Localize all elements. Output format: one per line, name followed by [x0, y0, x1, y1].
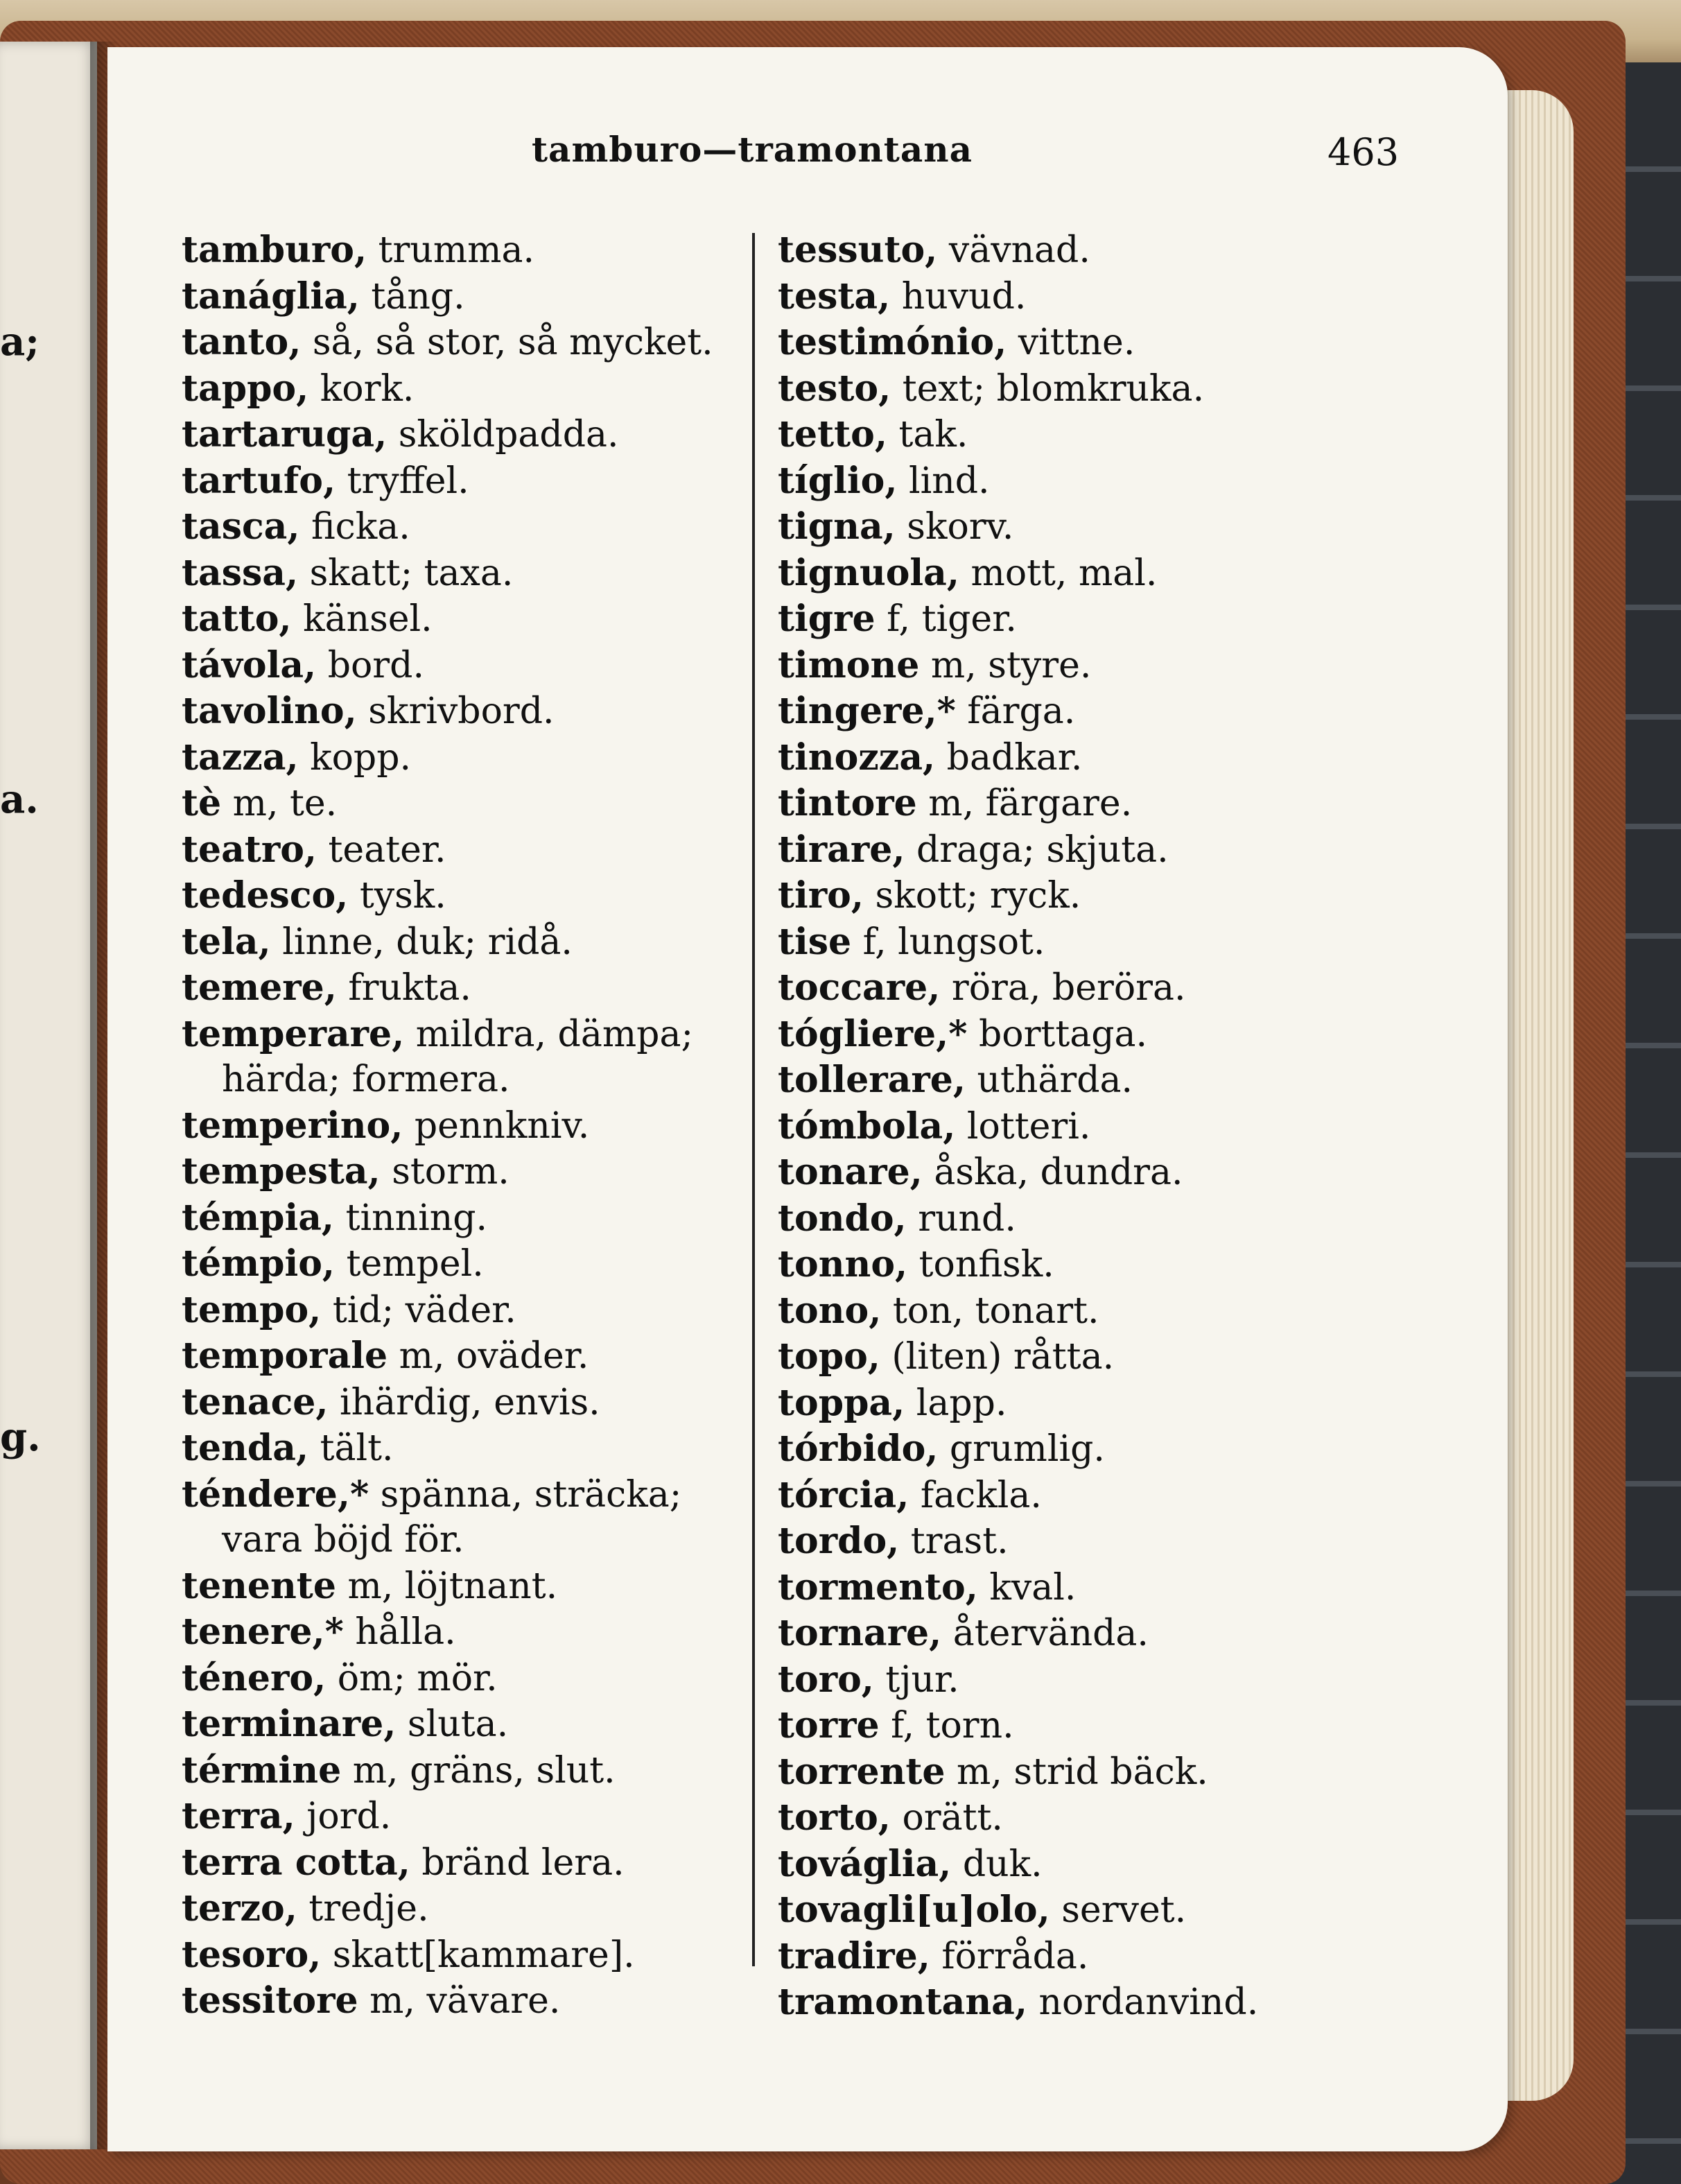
headword: ténero,	[182, 1656, 326, 1699]
dictionary-entry	[182, 1288, 757, 1334]
headword: tempo,	[182, 1288, 322, 1331]
headword: tartufo,	[182, 459, 336, 502]
definition: rund.	[918, 1197, 1016, 1240]
headword: tatto,	[182, 598, 292, 640]
definition: sköldpadda.	[398, 414, 619, 456]
definition: nordanvind.	[1038, 1982, 1259, 2023]
definition: bord.	[327, 644, 424, 686]
headword: tazza,	[182, 736, 299, 779]
headword: tassa,	[182, 551, 299, 594]
definition: ficka.	[311, 506, 410, 548]
definition: duk.	[962, 1843, 1043, 1885]
headword: tesoro,	[182, 1933, 322, 1976]
headword: tollerare,	[778, 1059, 966, 1101]
headword: toccare,	[778, 967, 941, 1009]
definition: m, styre.	[930, 644, 1092, 686]
dictionary-entry	[182, 827, 757, 874]
headword: téndere,*	[182, 1473, 369, 1516]
definition: kval.	[989, 1566, 1077, 1609]
headword: tógliere,*	[778, 1012, 968, 1055]
headword: tenda,	[182, 1427, 309, 1469]
headword: tiro,	[778, 874, 864, 917]
dictionary-entry	[778, 1150, 1353, 1196]
definition: skrivbord.	[368, 691, 555, 732]
dictionary-entry	[778, 1749, 1353, 1796]
definition: m, gräns, slut.	[352, 1749, 616, 1792]
headword: tenere,*	[182, 1611, 344, 1653]
headword: témpia,	[182, 1196, 335, 1239]
dictionary-entry	[182, 1932, 757, 1979]
definition: kopp.	[310, 736, 412, 779]
dictionary-entry	[778, 1473, 1353, 1519]
definition: uthärda.	[977, 1059, 1133, 1101]
headword: tíglio,	[778, 459, 898, 502]
dictionary-entry	[182, 873, 757, 919]
dictionary-entry	[778, 1518, 1353, 1565]
dictionary-entry	[778, 919, 1353, 966]
dictionary-entry	[778, 1887, 1353, 1934]
headword: tramontana,	[778, 1981, 1027, 2023]
dictionary-entry	[778, 551, 1353, 597]
dictionary-entry	[182, 458, 757, 505]
dictionary-entry	[778, 1242, 1353, 1288]
dictionary-entry	[182, 735, 757, 781]
dictionary-entry	[778, 1057, 1353, 1104]
headword: tavolino,	[182, 690, 357, 732]
dictionary-entry	[182, 274, 757, 320]
headword: tingere,*	[778, 690, 956, 732]
headword: tanto,	[182, 321, 302, 363]
headword: tórbido,	[778, 1428, 939, 1470]
dictionary-entry	[182, 1609, 757, 1656]
headword: tormento,	[778, 1566, 978, 1609]
definition: badkar.	[946, 736, 1083, 779]
dictionary-entry	[778, 827, 1353, 874]
definition-continuation: vara böjd för.	[222, 1519, 464, 1561]
facing-page-fragment: g.	[0, 1414, 41, 1460]
definition: f, lungsot.	[862, 921, 1045, 963]
definition: förråda.	[941, 1935, 1089, 1977]
headword: torre	[778, 1704, 880, 1747]
dictionary-entry	[778, 458, 1353, 505]
definition: skorv.	[907, 506, 1014, 548]
headword: tenace,	[182, 1380, 329, 1423]
definition: vävnad.	[948, 229, 1090, 271]
dictionary-entry	[778, 227, 1353, 274]
dictionary-entry	[778, 965, 1353, 1012]
headword: testo,	[778, 367, 891, 410]
dictionary-entry	[778, 1196, 1353, 1242]
definition: m, löjtnant.	[347, 1565, 558, 1607]
dictionary-entry	[778, 1380, 1353, 1427]
dictionary-entry	[182, 643, 757, 689]
dictionary-entry	[182, 1380, 757, 1426]
definition: (liten) råtta.	[891, 1336, 1115, 1378]
dictionary-entry	[778, 643, 1353, 689]
dictionary-entry	[182, 1012, 757, 1103]
dictionary-entry	[182, 504, 757, 551]
definition: tempel.	[346, 1243, 484, 1285]
headword: topo,	[778, 1335, 880, 1378]
definition: vittne.	[1018, 322, 1135, 363]
definition: öm; mör.	[337, 1657, 498, 1699]
dictionary-entry	[182, 1195, 757, 1242]
dictionary-entry	[182, 965, 757, 1012]
definition: grumlig.	[949, 1428, 1105, 1470]
facing-page-fragment: a.	[0, 777, 39, 822]
dictionary-entry	[778, 320, 1353, 366]
headword: témpio,	[182, 1242, 336, 1285]
running-header: tamburo—tramontana	[531, 129, 973, 170]
headword: tasca,	[182, 505, 300, 548]
dictionary-entry	[778, 1657, 1353, 1704]
definition: m, oväder.	[399, 1335, 589, 1377]
dictionary-entry	[182, 1103, 757, 1150]
headword: tonare,	[778, 1151, 923, 1193]
left-column	[182, 227, 757, 2025]
definition: f, torn.	[891, 1705, 1014, 1747]
headword: tornare,	[778, 1612, 942, 1654]
definition: skatt; taxa.	[309, 552, 514, 594]
dictionary-entry	[182, 1656, 757, 1702]
headword: tedesco,	[182, 874, 349, 917]
definition: m, te.	[232, 783, 338, 824]
dictionary-entry	[778, 1426, 1353, 1473]
definition: spänna, sträcka;	[380, 1473, 682, 1516]
definition: linne, duk; ridå.	[282, 921, 573, 963]
definition: återvända.	[952, 1613, 1149, 1654]
definition: mott, mal.	[970, 552, 1158, 594]
headword: toppa,	[778, 1381, 905, 1424]
dictionary-entry	[778, 1979, 1353, 2026]
headword: tappo,	[182, 367, 309, 410]
dictionary-entry	[778, 596, 1353, 643]
dictionary-page	[107, 47, 1508, 2151]
headword: toro,	[778, 1658, 874, 1701]
dictionary-entry	[182, 227, 757, 274]
headword: tondo,	[778, 1197, 907, 1240]
headword: terra,	[182, 1795, 295, 1837]
headword: tigna,	[778, 505, 896, 548]
headword: terra cotta,	[182, 1841, 410, 1884]
definition: färga.	[967, 691, 1076, 732]
page-number: 463	[1327, 130, 1400, 174]
headword: temporale	[182, 1335, 388, 1377]
definition: trumma.	[378, 229, 535, 271]
dictionary-entry	[182, 320, 757, 366]
definition: m, färgare.	[928, 783, 1133, 824]
definition: tysk.	[359, 875, 446, 917]
dictionary-entry	[182, 1701, 757, 1748]
definition: trast.	[910, 1520, 1009, 1562]
headword: términe	[182, 1749, 342, 1792]
headword: terzo,	[182, 1887, 297, 1930]
headword: torrente	[778, 1750, 946, 1793]
definition: m, vävare.	[369, 1980, 561, 2022]
definition: tid; väder.	[332, 1289, 516, 1331]
headword: tordo,	[778, 1520, 900, 1562]
dictionary-entry	[778, 412, 1353, 458]
headword: terminare,	[182, 1703, 397, 1745]
dictionary-entry	[182, 1149, 757, 1195]
headword: tenente	[182, 1564, 336, 1607]
definition: ihärdig, envis.	[339, 1381, 600, 1423]
headword: tela,	[182, 920, 271, 963]
definition: åska, dundra.	[934, 1152, 1183, 1193]
definition: röra, beröra.	[951, 967, 1186, 1009]
dictionary-entry	[778, 781, 1353, 827]
dictionary-entry	[778, 688, 1353, 735]
dictionary-entry	[778, 504, 1353, 551]
definition: tonfisk.	[918, 1244, 1054, 1285]
dictionary-entry	[778, 1611, 1353, 1657]
headword: testimónio,	[778, 321, 1007, 363]
dictionary-entry	[182, 1794, 757, 1840]
dictionary-entry	[778, 873, 1353, 919]
headword: tono,	[778, 1289, 882, 1332]
dictionary-entry	[182, 412, 757, 458]
headword: tè	[182, 782, 222, 824]
dictionary-entry	[778, 1565, 1353, 1611]
dictionary-entry	[778, 1288, 1353, 1335]
headword: tamburo,	[182, 229, 367, 271]
headword: teatro,	[182, 828, 317, 871]
definition: tält.	[320, 1428, 394, 1469]
dictionary-entry	[182, 1978, 757, 2025]
headword: tetto,	[778, 413, 887, 456]
definition: tinning.	[345, 1197, 488, 1239]
dictionary-entry	[778, 735, 1353, 781]
headword: tigre	[778, 598, 876, 640]
facing-page	[0, 42, 97, 2149]
definition: ton, tonart.	[892, 1290, 1099, 1332]
headword: tignuola,	[778, 551, 959, 594]
definition: jord.	[306, 1796, 392, 1837]
dictionary-entry	[778, 1012, 1353, 1058]
headword: tise	[778, 920, 852, 963]
dictionary-entry	[182, 781, 757, 827]
dictionary-entry	[778, 366, 1353, 413]
dictionary-entry	[182, 551, 757, 597]
headword: továglia,	[778, 1842, 952, 1885]
dictionary-entry	[182, 1840, 757, 1887]
definition: text; blomkruka.	[902, 367, 1205, 410]
headword: tanáglia,	[182, 275, 360, 318]
definition: kork.	[320, 367, 415, 410]
dictionary-entry	[778, 1334, 1353, 1380]
headword: tempesta,	[182, 1150, 381, 1193]
headword: temere,	[182, 967, 337, 1009]
dictionary-entry	[182, 1241, 757, 1288]
headword: tinozza,	[778, 736, 936, 779]
definition: tryffel.	[347, 460, 469, 502]
headword: temperino,	[182, 1104, 403, 1147]
headword: távola,	[182, 643, 317, 686]
headword: tonno,	[778, 1243, 908, 1285]
definition: borttaga.	[978, 1013, 1148, 1055]
dictionary-entry	[778, 274, 1353, 320]
headword: torto,	[778, 1796, 891, 1839]
dictionary-entry	[182, 1886, 757, 1932]
dictionary-entry	[778, 1841, 1353, 1888]
facing-page-fragment: a;	[0, 319, 40, 365]
dictionary-entry	[182, 688, 757, 735]
headword: tórcia,	[778, 1473, 909, 1516]
headword: timone	[778, 643, 920, 686]
definition: tång.	[371, 275, 465, 318]
dictionary-entry	[182, 1333, 757, 1380]
definition: huvud.	[901, 275, 1027, 318]
dictionary-entry	[182, 1472, 757, 1563]
dictionary-entry	[182, 366, 757, 413]
definition: f, tiger.	[887, 598, 1017, 640]
headword: tessuto,	[778, 229, 938, 271]
definition: lind.	[908, 460, 990, 502]
definition: teater.	[328, 829, 446, 871]
definition: fackla.	[920, 1474, 1042, 1516]
dictionary-entry	[778, 1934, 1353, 1980]
right-column	[778, 227, 1353, 2026]
headword: tovagli[u]olo,	[778, 1889, 1050, 1931]
headword: testa,	[778, 275, 891, 318]
definition: storm.	[392, 1151, 509, 1193]
definition: hålla.	[355, 1611, 456, 1653]
headword: tómbola,	[778, 1104, 956, 1147]
definition: sluta.	[407, 1704, 509, 1745]
headword: tirare,	[778, 828, 905, 871]
definition: tredje.	[308, 1888, 429, 1930]
definition: mildra, dämpa;	[415, 1013, 693, 1055]
definition: skott; ryck.	[875, 875, 1081, 917]
dictionary-entry	[182, 1563, 757, 1610]
headword: tradire,	[778, 1934, 930, 1977]
definition: känsel.	[303, 598, 433, 640]
headword: tintore	[778, 782, 917, 824]
definition: lapp.	[916, 1382, 1007, 1424]
definition: servet.	[1061, 1889, 1187, 1931]
column-rule	[752, 233, 755, 1966]
definition: lotteri.	[966, 1105, 1091, 1147]
definition: bränd lera.	[421, 1841, 625, 1884]
dictionary-entry	[778, 1795, 1353, 1841]
definition: tjur.	[885, 1658, 959, 1701]
definition: frukta.	[348, 967, 471, 1009]
dictionary-entry	[182, 1748, 757, 1794]
dictionary-entry	[778, 1104, 1353, 1150]
dictionary-entry	[778, 1703, 1353, 1749]
definition: pennkniv.	[414, 1104, 590, 1147]
dictionary-entry	[182, 596, 757, 643]
headword: temperare,	[182, 1012, 405, 1055]
definition: skatt[kammare].	[332, 1934, 635, 1976]
definition: draga; skjuta.	[916, 829, 1169, 871]
headword: tartaruga,	[182, 413, 387, 456]
definition: tak.	[898, 414, 968, 456]
dictionary-entry	[182, 1425, 757, 1472]
definition: orätt.	[902, 1797, 1003, 1839]
definition: m, strid bäck.	[957, 1751, 1208, 1793]
definition-continuation: härda; formera.	[222, 1059, 510, 1100]
definition: så, så stor, så mycket.	[312, 322, 713, 363]
dictionary-entry	[182, 919, 757, 966]
headword: tessitore	[182, 1979, 358, 2022]
